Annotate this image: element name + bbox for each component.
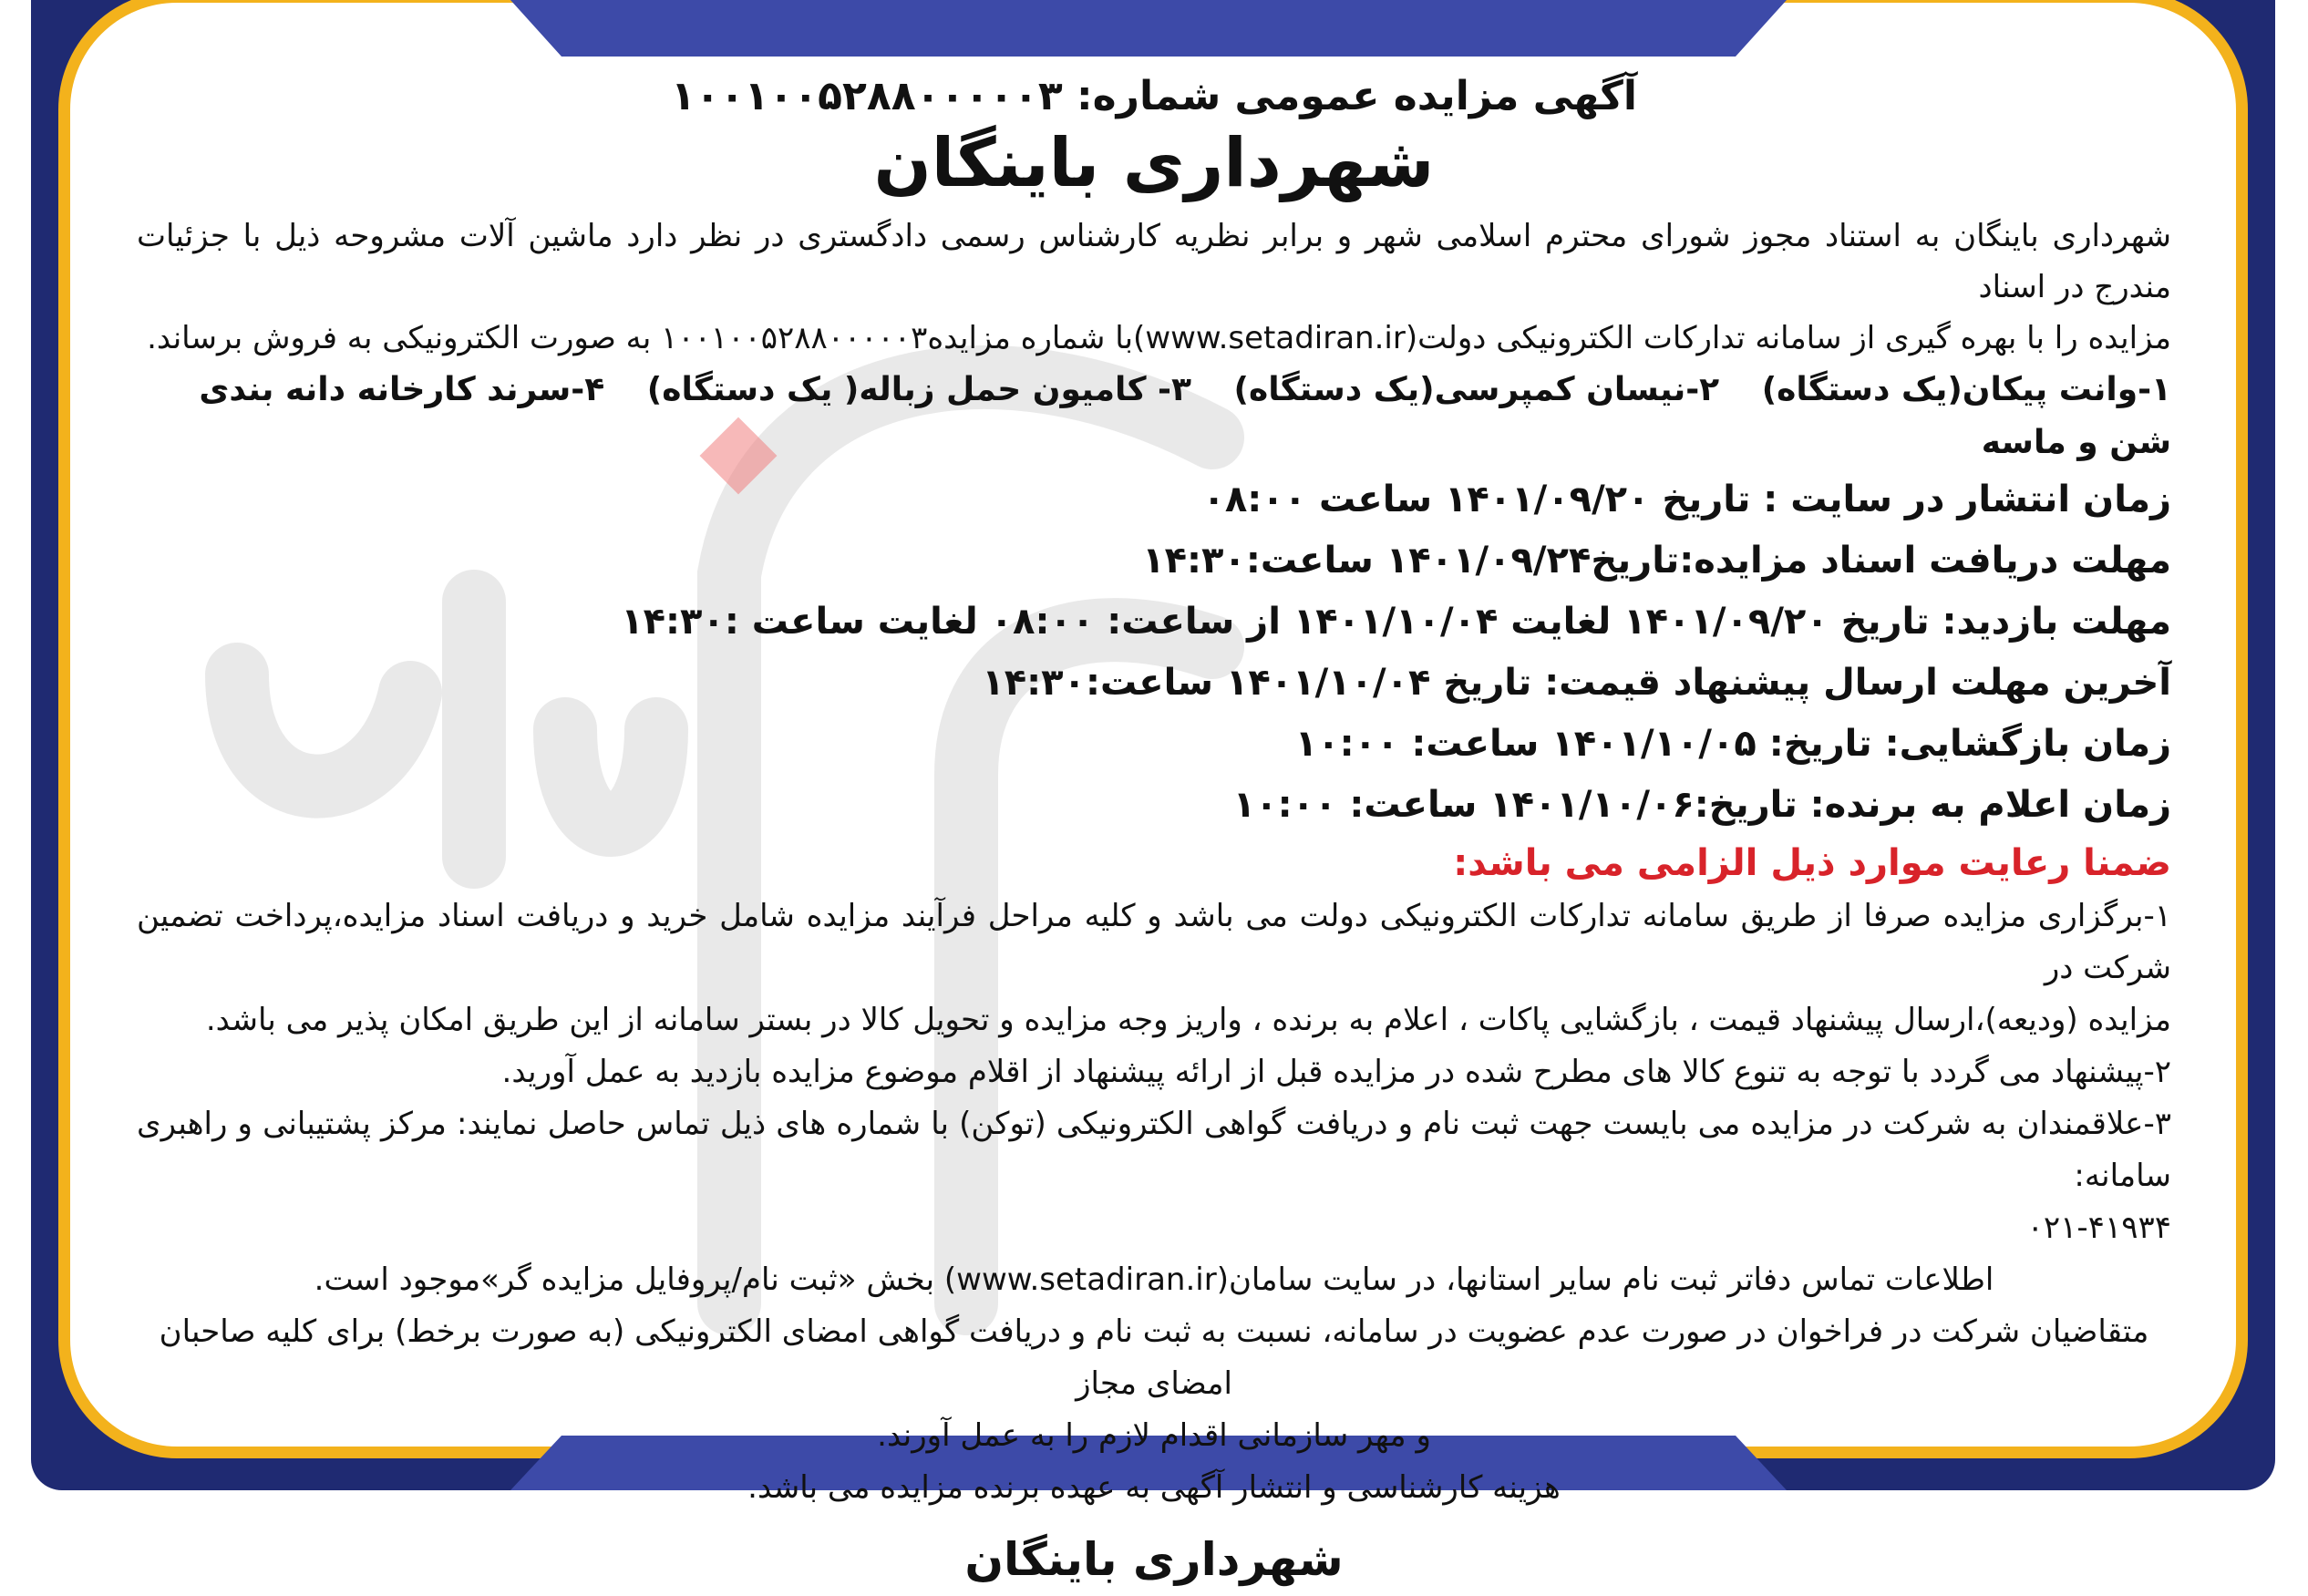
deadline-bid: آخرین مهلت ارسال پیشنهاد قیمت: تاریخ ۱۴۰۱/۱۰/۰۴ ساعت:۱۴:۳۰ [982, 662, 2171, 705]
requirement-1-line-2: مزایده (ودیعه)،ارسال پیشنهاد قیمت ، بازگشایی پاکات ، اعلام به برنده ، واریز وجه مزایده و تحویل کالا در بستر سامانه از این طریق امکان پذیر می باشد. [205, 1002, 2171, 1039]
intro-line-1: شهرداری باینگان به استناد مجوز شورای محترم اسلامی شهر و برابر نظریه کارشناس رسمی دادگستری در نظر دارد ماشین آلات مشروحه ذیل با جزئیات مندرج در اسناد [137, 218, 2171, 306]
list-item: ۴-سرند کارخانه دانه بندی شن و ماسه [199, 371, 2171, 462]
cost-note: هزینه کارشناسی و انتشار آگهی به عهده برنده مزایده می باشد. [747, 1469, 1561, 1507]
deadline-visit: مهلت بازدید: تاریخ ۱۴۰۱/۰۹/۲۰ لغایت ۱۴۰۱/۱۰/۰۴ از ساعت: ۰۸:۰۰ لغایت ساعت :۱۴:۳۰ [621, 601, 2171, 644]
items-list [137, 364, 2171, 469]
list-item: ۱-وانت پیکان(یک دستگاه) [1761, 371, 2171, 409]
list-item: ۳- کامیون حمل زباله( یک دستگاه) [646, 371, 1191, 409]
intro-line-2: مزایده را با بهره گیری از سامانه تدارکات الکترونیکی دولت(www.setadiran.ir)با شماره مزایده۱۰۰۱۰۰۵۲۸۸۰۰۰۰۰۳ به صورت الکترونیکی به فروش برساند. [147, 320, 2171, 357]
deadline-opening: زمان بازگشایی: تاریخ: ۱۴۰۱/۱۰/۰۵ ساعت: ۱۰:۰۰ [1294, 723, 2171, 766]
requirement-2: ۲-پیشنهاد می گردد با توجه به تنوع کالا های مطرح شده در مزایده قبل از ارائه پیشنهاد از اقلام موضوع مزایده بازدید به عمل آورید. [501, 1054, 2171, 1091]
applicants-line-2: و مهر سازمانی اقدام لازم را به عمل آورند. [877, 1417, 1431, 1455]
top-decorative-tab [510, 0, 1787, 57]
deadline-documents: مهلت دریافت اسناد مزایده:تاریخ۱۴۰۱/۰۹/۲۴ ساعت:۱۴:۳۰ [1142, 540, 2171, 582]
deadline-publish: زمان انتشار در سایت : تاریخ ۱۴۰۱/۰۹/۲۰ ساعت ۰۸:۰۰ [1202, 479, 2171, 521]
requirements-heading: ضمنا رعایت موارد ذیل الزامی می باشد: [1453, 842, 2171, 885]
registration-info: اطلاعات تماس دفاتر ثبت نام سایر استانها، در سایت سامان(www.setadiran.ir) بخش «ثبت نام/پروفایل مزایده گر»موجود است. [314, 1261, 1994, 1299]
applicants-line-1: متقاضیان شرکت در فراخوان در صورت عدم عضویت در سامانه، نسبت به ثبت نام و دریافت گواهی امضای الکترونیکی (به صورت برخط) برای کلیه صاحبان امضای مجاز [159, 1313, 2149, 1403]
list-item: ۲-نیسان کمپرسی(یک دستگاه) [1233, 371, 1720, 409]
notice-body [137, 73, 2171, 1596]
deadline-winner: زمان اعلام به برنده: تاریخ:۱۴۰۱/۱۰/۰۶ ساعت: ۱۰:۰۰ [1232, 784, 2171, 827]
signature: شهرداری باینگان [964, 1533, 1344, 1587]
support-phone: ۰۲۱-۴۱۹۳۴ [2026, 1210, 2171, 1247]
notice-number-heading: آگهی مزایده عمومی شماره: ۱۰۰۱۰۰۵۲۸۸۰۰۰۰۰۳ [671, 73, 1637, 119]
organization-title: شهرداری باینگان [873, 123, 1435, 202]
requirement-1-line-1: ۱-برگزاری مزایده صرفا از طریق سامانه تدارکات الکترونیکی دولت می باشد و کلیه مراحل فرآیند مزایده شامل خرید و دریافت اسناد مزایده،پرداخت تضمین شرکت در [137, 898, 2171, 987]
requirement-3-line-1: ۳-علاقمندان به شرکت در مزایده می بایست جهت ثبت نام و دریافت گواهی الکترونیکی (توکن) با شماره های ذیل تماس حاصل نمایند: مرکز پشتیبانی و راهبری سامانه: [137, 1106, 2171, 1195]
